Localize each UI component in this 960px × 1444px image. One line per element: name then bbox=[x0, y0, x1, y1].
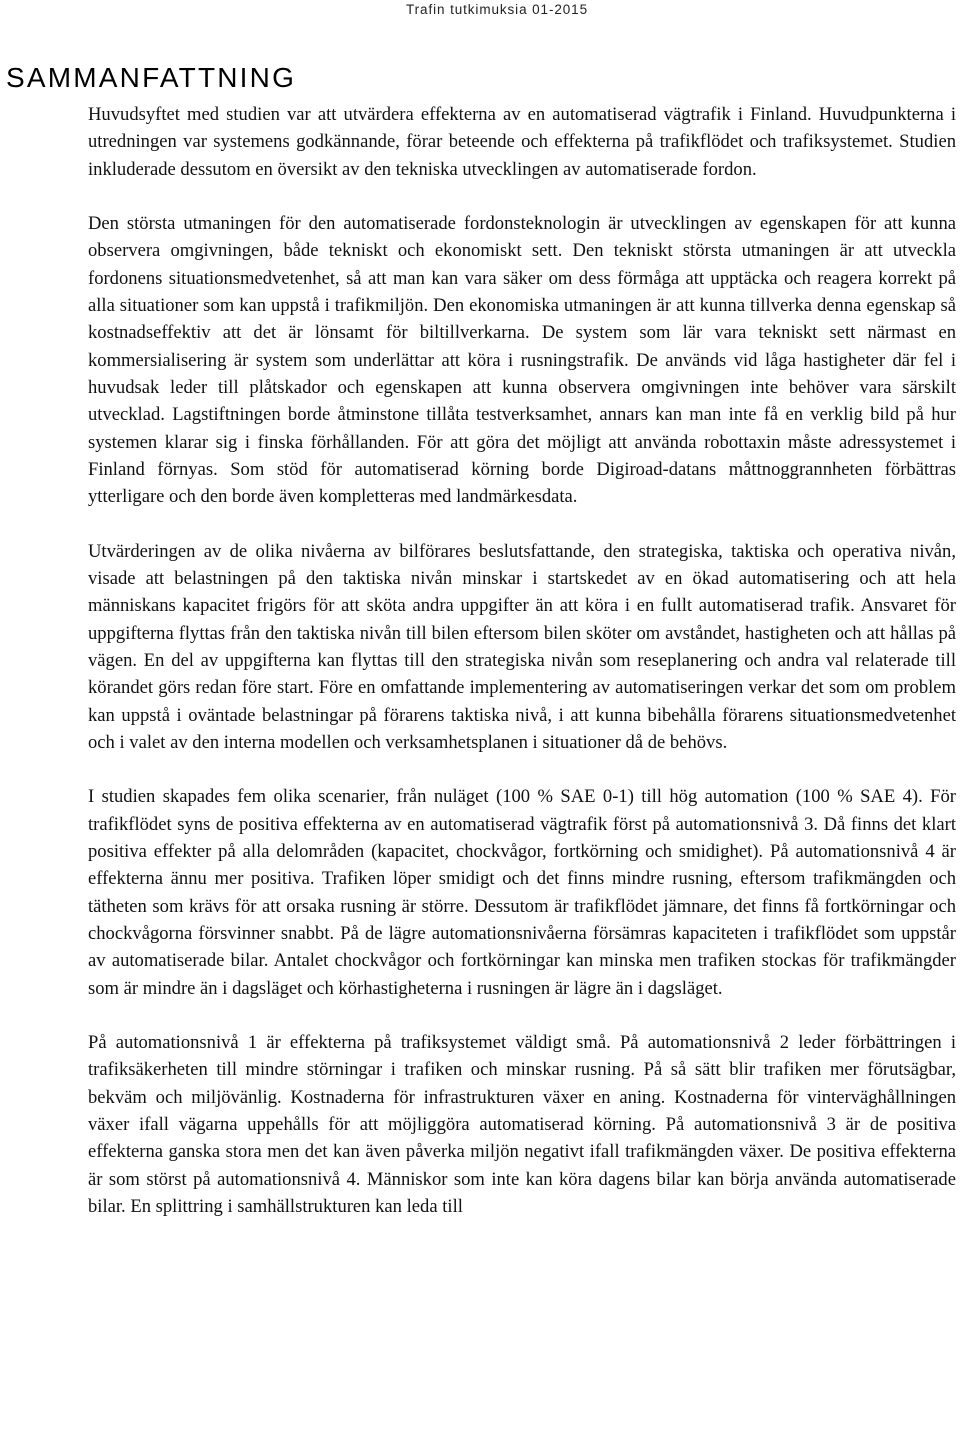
paragraph-purpose: Huvudsyftet med studien var att utvärdera effekterna av en automatiserad vägtrafik i Finland. Huvudpunkterna i utredningen var systemens godkännande, förar beteende och effekterna på trafikflödet och trafiksystemet. Studien inkluderade dessutom en översikt av den tekniska utvecklingen av automatiserade fordon. bbox=[88, 104, 956, 180]
section-heading: SAMMANFATTNING bbox=[6, 62, 297, 93]
running-header: Trafin tutkimuksia 01-2015 bbox=[406, 2, 588, 17]
body-text bbox=[88, 101, 956, 1220]
paragraph-system-effects: På automationsnivå 1 är effekterna på trafiksystemet väldigt små. På automationsnivå 2 leder förbättringen i trafiksäkerheten till mindre störningar i trafiken och minskar rusning. På så sätt blir trafiken mer förutsägbar, bekväm och miljövänlig. Kostnaderna för infrastrukturen växer en aning. Kostnaderna för vinterväghållningen växer ifall vägarna uppehålls för att möjliggöra automatiserad körning. På automationsnivå 3 är de positiva effekterna ganska stora men det kan även påverka miljön negativt ifall trafikmängden växer. De positiva effekterna är som störst på automationsnivå 4. Människor som inte kan köra dagens bilar kan börja använda automatiserade bilar. En splittring i samhällstrukturen kan leda till bbox=[88, 1032, 956, 1217]
paragraph-scenarios: I studien skapades fem olika scenarier, från nuläget (100 % SAE 0-1) till hög automation (100 % SAE 4). För trafikflödet syns de positiva effekterna av en automatiserad vägtrafik först på automationsnivå 3. Då finns det klart positiva effekter på alla delområden (kapacitet, chockvågor, fortkörning och smidighet). På automationsnivå 4 är effekterna ännu mer positiva. Trafiken löper smidigt och det finns mindre rusning, eftersom trafikmängden och tätheten som krävs för att orsaka rusning är större. Dessutom är trafikflödet jämnare, det finns få fortkörningar och chockvågorna försvinner snabbt. På de lägre automationsnivåerna försämras kapaciteten i trafikflödet som uppstår av automatiserade bilar. Antalet chockvågor och fortkörningar kan minska men trafiken stockas för trafikmängder som är mindre än i dagsläget och körhastigheterna i rusningen är lägre än i dagsläget. bbox=[88, 786, 956, 999]
paragraph-driver-levels: Utvärderingen av de olika nivåerna av bilförares beslutsfattande, den strategiska, taktiska och operativa nivån, visade att belastningen på den taktiska nivån minskar i startskedet av en ökad automatisering och att hela människans kapacitet frigörs för att sköta andra uppgifter än att köra i en fullt automatiserad trafik. Ansvaret för uppgifterna flyttas från den taktiska nivån till bilen eftersom bilen sköter om avståndet, hastigheten och att hållas på vägen. En del av uppgifterna kan flyttas till den strategiska nivån som reseplanering och andra val relaterade till körandet görs redan före start. Före en omfattande implementering av automatiseringen verkar det som om problem kan uppstå i oväntade belastningar på förarens taktiska nivå, i att kunna bibehålla förarens situationsmedvetenhet och i valet av den interna modellen och verksamhetsplanen i situationer då de behövs. bbox=[88, 540, 956, 753]
paragraph-challenges: Den största utmaningen för den automatiserade fordonsteknologin är utvecklingen av egenskapen för att kunna observera omgivningen, både tekniskt och ekonomiskt sett. Den tekniskt största utmaningen är att utveckla fordonens situationsmedvetenhet, så att man kan vara säker om dess förmåga att upptäcka och reagera korrekt på alla situationer som kan uppstå i trafikmiljön. Den ekonomiska utmaningen är att kunna tillverka denna egenskap så kostnadseffektiv att det är lönsamt för biltillverkarna. De system som lär vara tekniskt sett närmast en kommersialisering är system som underlättar att köra i rusningstrafik. De används vid låga hastigheter där fel i huvudsak leder till plåtskador och egenskapen att kunna observera omgivningen inte behöver vara särskilt utvecklad. Lagstiftningen borde åtminstone tillåta testverksamhet, annars kan man inte få en verklig bild på hur systemen klarar sig i finska förhållanden. För att göra det möjligt att använda robottaxin måste adressystemet i Finland förnyas. Som stöd för automatiserad körning borde Digiroad-datans måttnoggrannheten förbättras ytterligare och den borde även kompletteras med landmärkesdata. bbox=[88, 213, 956, 508]
